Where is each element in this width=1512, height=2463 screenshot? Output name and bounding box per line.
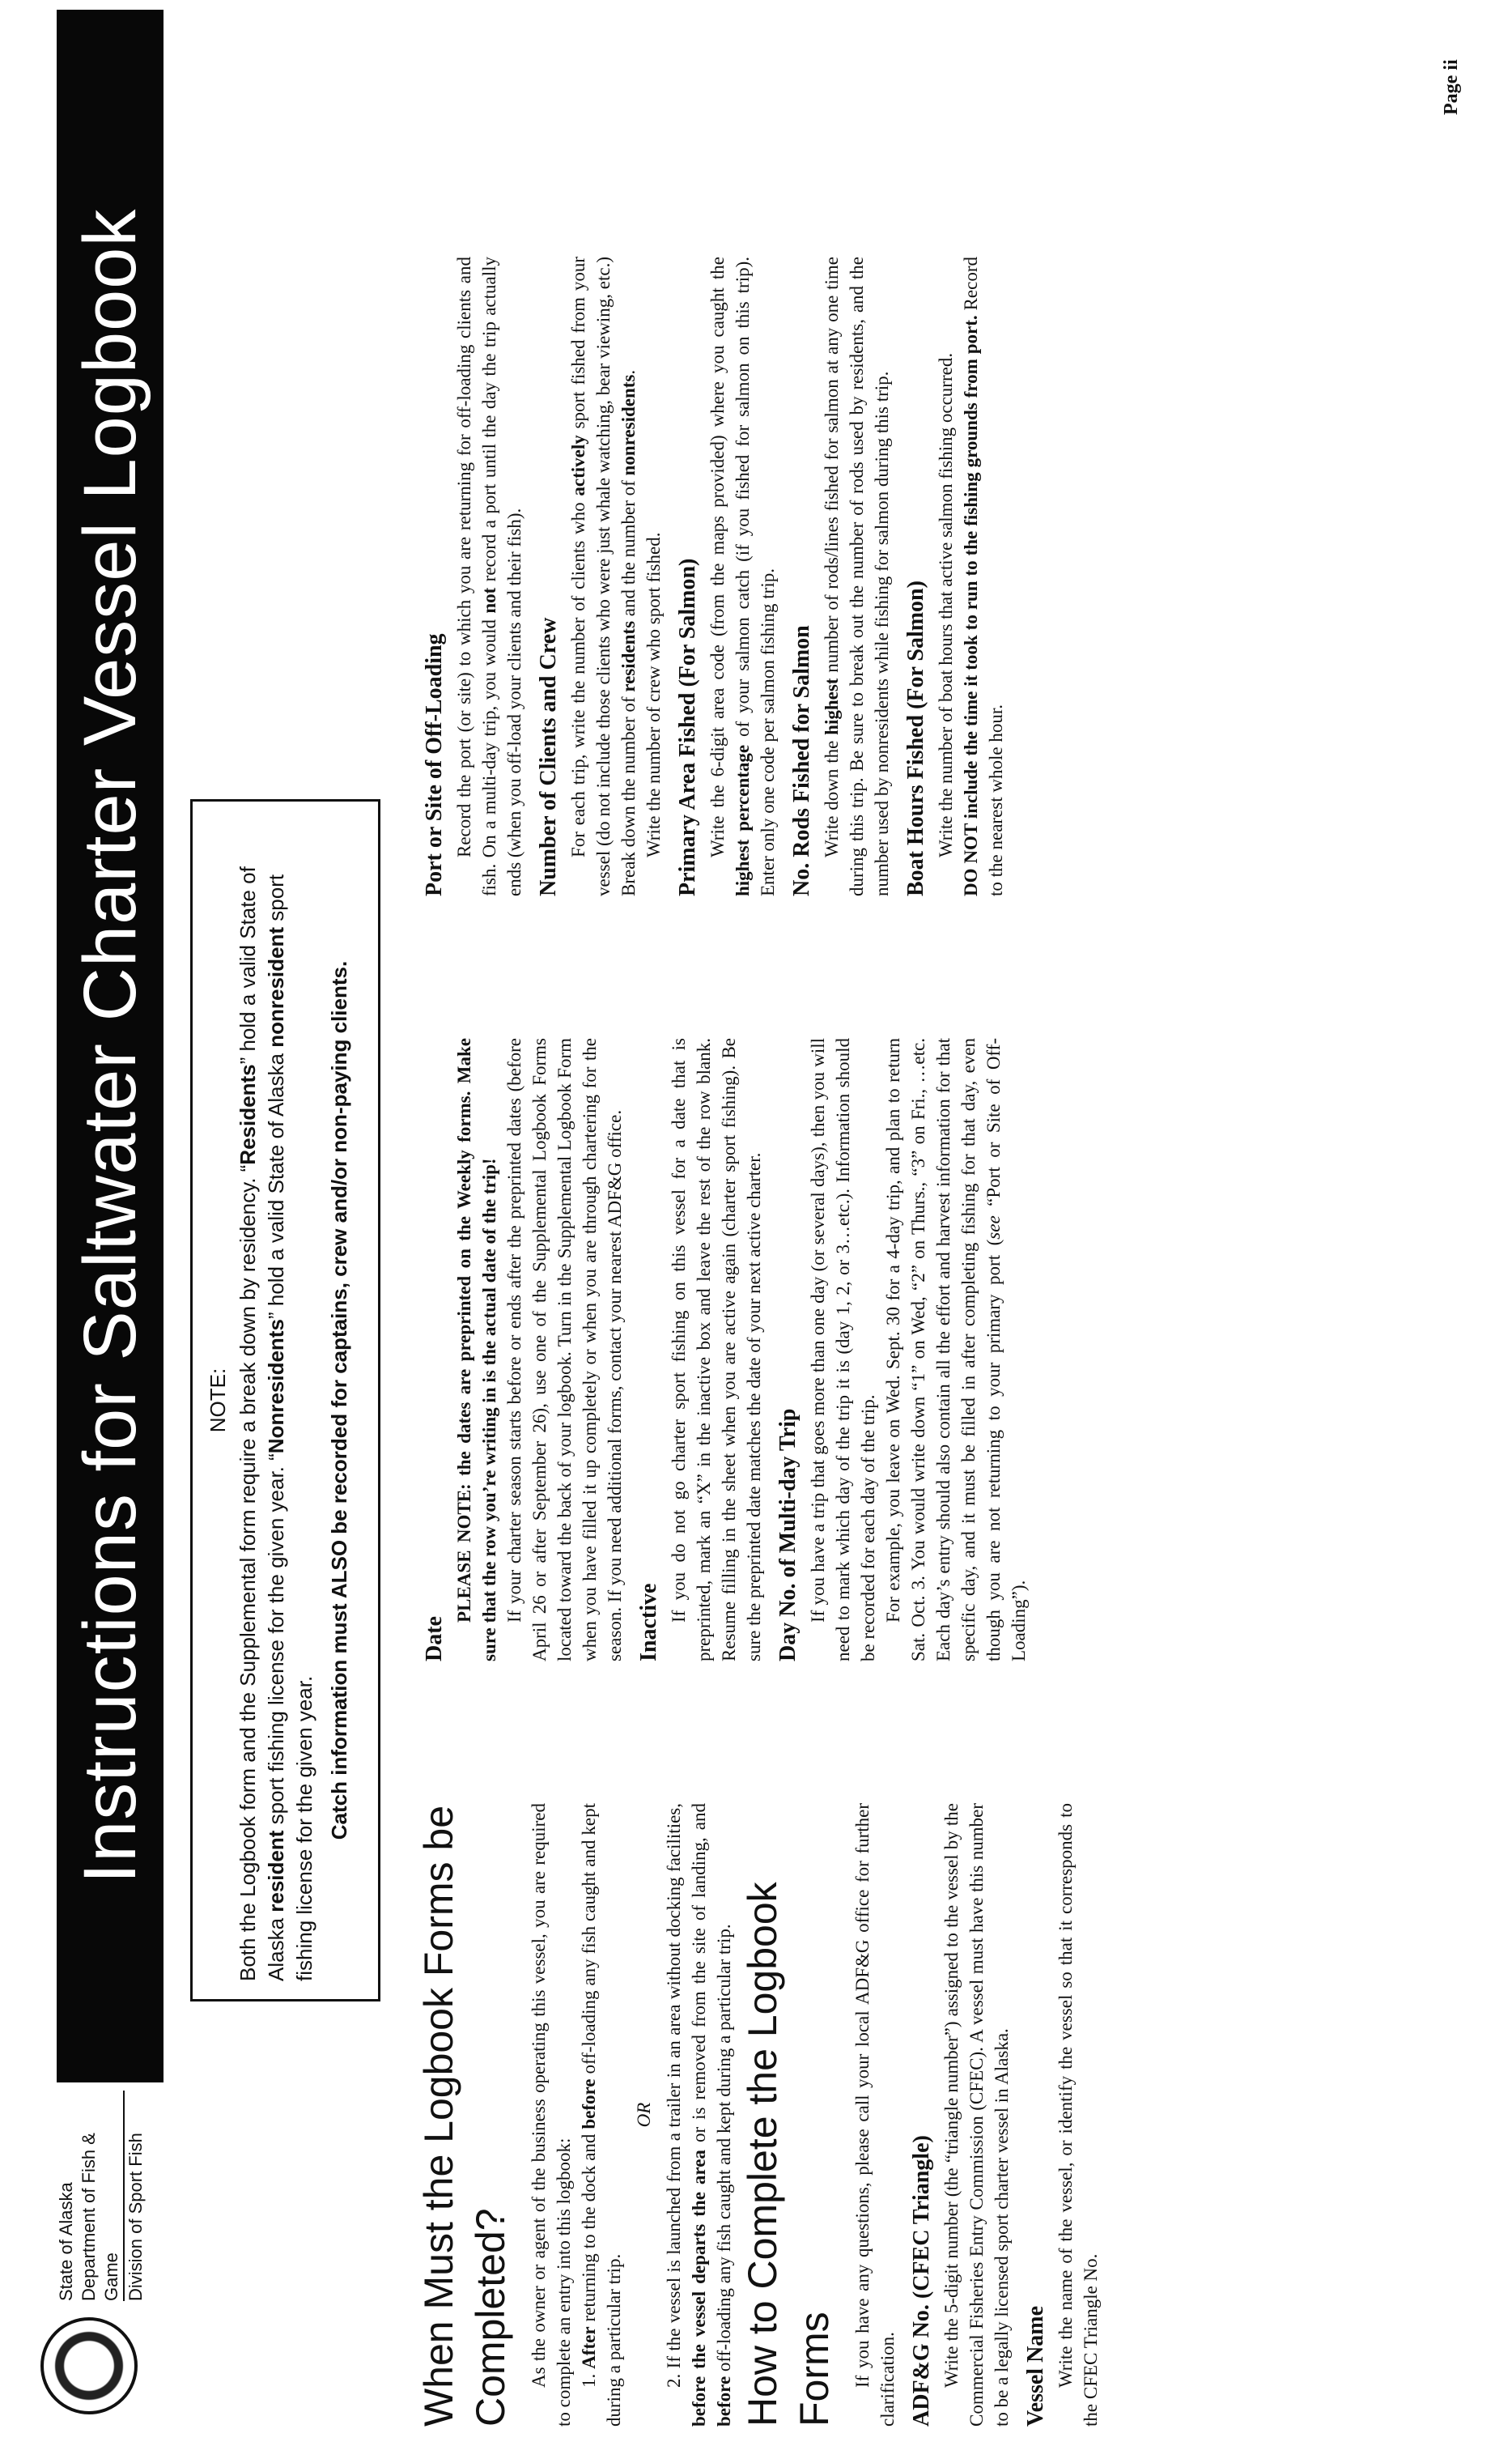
date-note: PLEASE NOTE: the dates are preprinted on the Weekly forms. Make sure that the row you’re writing in is the actual date of the trip! — [454, 1038, 499, 1661]
note-box — [190, 799, 380, 2001]
note-text: Both the Logbook form and the Supplemental form require a break down by residency. “Residents” hold a valid State of Alaska resident sport fishing license for the given year. “Nonresidents” hold a valid State of Alaska nonresident sport fishing license for the given year. — [236, 866, 316, 1981]
multiday-heading: Day No. of Multi-day Trip — [775, 1408, 801, 1661]
boat-hours-warning: DO NOT include the time it took to run to the fishing grounds from port. Record to the nearest whole hour. — [961, 257, 1006, 896]
multiday-text-1: If you have a trip that goes more than one day (or several days), then you will need to mark which day of the trip it is (day 1, 2, or 3…etc.). Information should be recorded for each day of the trip. — [808, 1038, 878, 1661]
agency-line-department: Department of Fish & Game — [78, 2091, 125, 2301]
note-label: NOTE: — [206, 1368, 230, 1433]
or-separator: OR — [634, 2102, 654, 2128]
vessel-heading: Vessel Name — [1023, 2305, 1048, 2427]
adfg-heading: ADF&G No. (CFEC Triangle) — [909, 2135, 934, 2427]
when-item-2: 2. If the vessel is launched from a trailer in an area without docking facilities, before the vessel departs the area or is removed from the site of landing, and before off-loading any fish caught and kept during a particular trip. — [664, 1803, 734, 2427]
date-heading: Date — [422, 1616, 447, 1661]
page-title: Instructions for Saltwater Charter Vessel Logbook — [57, 10, 164, 2082]
when-heading: When Must the Logbook Forms be Completed? — [416, 1805, 513, 2427]
multiday-text-2: For example, you leave on Wed. Sept. 30 for a 4-day trip, and plan to return Sat. Oct. 3. You would write down “1” on Wed, “2” on Thurs., “3” on Fri., …etc. Each day’s entry should also contain all the effort and harvest information for that specific day, and it must be filled in after completing fishing for that day, even though you are not returning to your primary port (see “Port or Site of Off-Loading”). — [883, 1038, 1029, 1661]
clients-heading: Number of Clients and Crew — [536, 617, 561, 896]
boat-hours-heading: Boat Hours Fished (For Salmon) — [903, 581, 928, 896]
when-intro: As the owner or agent of the business operating this vessel, you are required to complete an entry into this logbook: — [529, 1803, 574, 2427]
how-heading: How to Complete the Logbook Forms — [740, 1882, 837, 2427]
note-catch-text: Catch information must ALSO be recorded for captains, crew and/or non-paying clients. — [327, 960, 351, 1840]
page-number: Page ii — [1441, 59, 1462, 115]
area-text: Write the 6-digit area code (from the maps provided) where you caught the highest percentage of your salmon catch (if you fished for salmon on this trip). Enter only one code per salmon fishing trip. — [707, 257, 778, 896]
clients-text: For each trip, write the number of clients who actively sport fished from your vessel (do not include those clients who were just whale watching, bear viewing, etc.) Break down the number of residents and the number of nonresidents. — [568, 256, 639, 896]
column-2 — [413, 1038, 1481, 1661]
agency-name-block — [55, 2091, 147, 2301]
column-1 — [413, 1803, 1481, 2427]
date-text: If your charter season starts before or ends after the preprinted dates (before April 26 or after September 26), use one of the Supplemental Logbook Forms located toward the back of your logbook. Turn in the Supplemental Logbook Form when you have filled it up completely or when you are through chartering for the season. If you need additional forms, contact your nearest ADF&G office. — [504, 1038, 625, 1661]
state-seal-icon — [40, 2317, 138, 2414]
rods-text: Write down the highest number of rods/lines fished for salmon at any one time during this trip. Be sure to break out the number of rods used by residents, and the number used by nonresidents while fishing for salmon during this trip. — [822, 257, 892, 896]
how-intro: If you have any questions, please call your local ADF&G office for further clarification. — [852, 1803, 898, 2427]
agency-line-state: State of Alaska — [56, 2182, 76, 2301]
port-text: Record the port (or site) to which you are returning for off-loading clients and fish. On a multi-day trip, you would not record a port until the day the trip actually ends (when you off-load your clients and their fish). — [454, 256, 525, 896]
adfg-text: Write the 5-digit number (the “triangle number”) assigned to the vessel by the Commercial Fisheries Entry Commission (CFEC). A vessel must have this number to be a legally licensed sport charter vessel in Alaska. — [941, 1803, 1012, 2427]
area-heading: Primary Area Fished (For Salmon) — [675, 558, 700, 896]
column-3 — [413, 257, 1481, 896]
when-item-1: 1. After returning to the dock and before off-loading any fish caught and kept during a particular trip. — [579, 1802, 624, 2427]
inactive-text: If you do not go charter sport fishing on this vessel for a date that is preprinted, mark an “X” in the inactive box and leave the rest of the row blank. Resume filling in the sheet when you are active again (charter sport fishing). Be sure the preprinted date matches the date of your next active charter. — [669, 1038, 764, 1661]
inactive-heading: Inactive — [636, 1583, 661, 1661]
agency-line-division: Division of Sport Fish — [125, 2133, 146, 2301]
agency-header — [40, 2091, 162, 2414]
crew-text: Write the number of crew who sport fished. — [643, 532, 664, 857]
port-heading: Port or Site of Off-Loading — [422, 633, 447, 896]
boat-hours-text: Write the number of boat hours that active salmon fishing occurred. — [936, 352, 956, 857]
vessel-text: Write the name of the vessel, or identify the vessel so that it corresponds to the CFEC Triangle No. — [1055, 1803, 1101, 2427]
rods-heading: No. Rods Fished for Salmon — [789, 625, 814, 896]
